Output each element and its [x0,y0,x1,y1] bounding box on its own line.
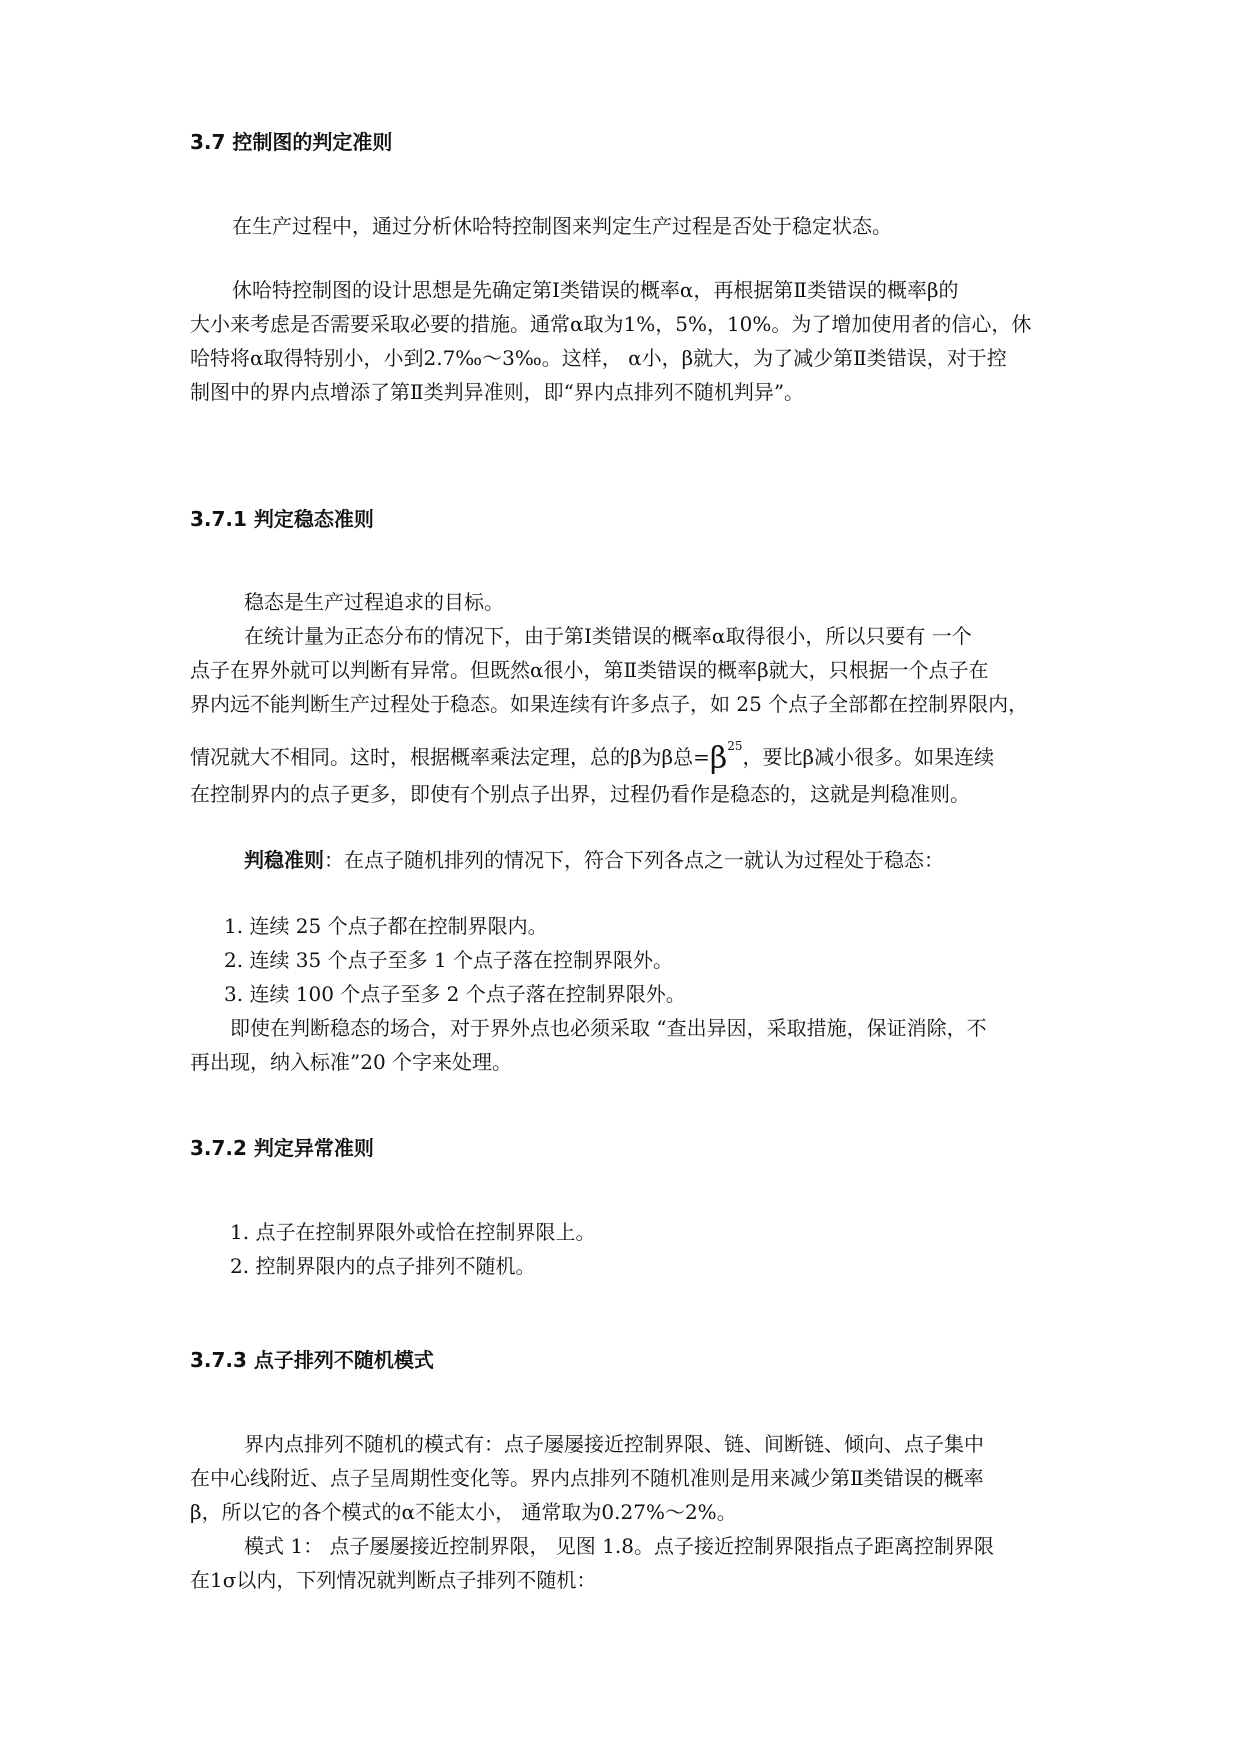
paragraph-line: 再出现，纳入标准”20 个字来处理。 [190,1050,513,1074]
section-heading-3-7-3: 3.7.3 点子排列不随机模式 [190,1348,434,1372]
paragraph-line: 在控制界内的点子更多，即使有个别点子出界，过程仍看作是稳态的，这就是判稳准则。 [190,782,970,806]
rule-statement [244,846,944,874]
list-item: 1. 连续 25 个点子都在控制界限内。 [224,914,548,938]
paragraph-line: 休哈特控制图的设计思想是先确定第Ⅰ类错误的概率α，再根据第Ⅱ类错误的概率β的 [232,278,959,302]
paragraph-line: 制图中的界内点增添了第Ⅱ类判异准则，即“界内点排列不随机判异”。 [190,380,805,404]
list-item: 2. 控制界限内的点子排列不随机。 [230,1254,536,1278]
list-item: 2. 连续 35 个点子至多 1 个点子落在控制界限外。 [224,948,674,972]
section-heading-3-7: 3.7 控制图的判定准则 [190,130,393,154]
paragraph-line: 界内点排列不随机的模式有：点子屡屡接近控制界限、链、间断链、倾向、点子集中 [244,1432,984,1456]
paragraph-line: 在生产过程中，通过分析休哈特控制图来判定生产过程是否处于稳定状态。 [232,214,892,238]
paragraph-line: 稳态是生产过程追求的目标。 [244,590,504,614]
beta-symbol: β [709,741,728,776]
rule-label: 判稳准则 [244,848,324,872]
formula-text-before: 情况就大不相同。这时，根据概率乘法定理，总的β为β总= [190,745,710,769]
paragraph-line: 点子在界外就可以判断有异常。但既然α很小，第Ⅱ类错误的概率β就大，只根据一个点子在 [190,658,989,682]
section-heading-3-7-2: 3.7.2 判定异常准则 [190,1136,374,1160]
section-heading-3-7-1: 3.7.1 判定稳态准则 [190,507,374,531]
paragraph-line: 模式 1： 点子屡屡接近控制界限， 见图 1.8。点子接近控制界限指点子距离控制界限 [244,1534,994,1558]
paragraph-line: 大小来考虑是否需要采取必要的措施。通常α取为1%，5%，10%。为了增加使用者的信心，休 [190,312,1032,336]
paragraph-line: β，所以它的各个模式的α不能太小， 通常取为0.27%～2%。 [190,1500,737,1524]
list-item: 3. 连续 100 个点子至多 2 个点子落在控制界限外。 [224,982,686,1006]
beta-exponent: 25 [727,739,743,753]
paragraph-line: 哈特将α取得特别小，小到2.7‰～3‰。这样， α小，β就大，为了减少第Ⅱ类错误，对于控 [190,346,1007,370]
list-item: 1. 点子在控制界限外或恰在控制界限上。 [230,1220,596,1244]
paragraph-line: 在1σ以内，下列情况就判断点子排列不随机： [190,1568,597,1592]
formula-text-after: ，要比β减小很多。如果连续 [742,745,995,769]
paragraph-line: 在中心线附近、点子呈周期性变化等。界内点排列不随机准则是用来减少第Ⅱ类错误的概率 [190,1466,984,1490]
paragraph-line: 在统计量为正态分布的情况下，由于第Ⅰ类错误的概率α取得很小，所以只要有 一个 [244,624,972,648]
paragraph-line: 界内远不能判断生产过程处于稳态。如果连续有许多点子，如 25 个点子全部都在控制界限内， [190,692,1029,716]
formula-line [190,732,995,776]
rule-text: ：在点子随机排列的情况下，符合下列各点之一就认为过程处于稳态： [324,848,944,872]
paragraph-line: 即使在判断稳态的场合，对于界外点也必须采取 “查出异因，采取措施，保证消除，不 [230,1016,987,1040]
